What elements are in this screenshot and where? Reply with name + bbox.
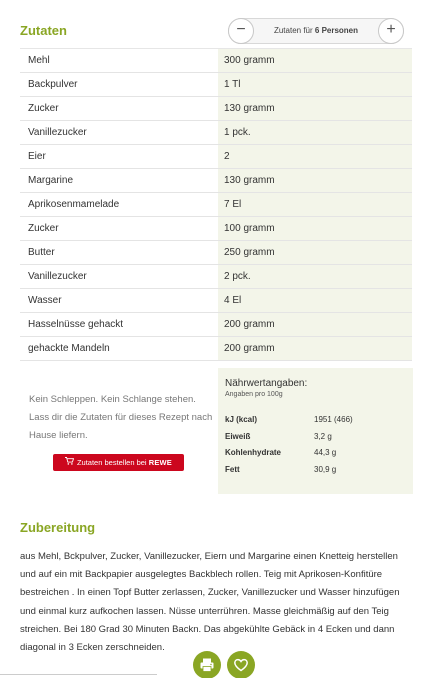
- nutrition-value: 3,2 g: [314, 432, 332, 441]
- ingredient-name: Hasselnüsse gehackt: [20, 313, 218, 336]
- ingredient-amount: 4 El: [218, 289, 412, 312]
- ingredient-table: [20, 48, 412, 361]
- ingredient-row: [20, 169, 412, 193]
- ingredient-name: Vanillezucker: [20, 121, 218, 144]
- delivery-text: Kein Schleppen. Kein Schlange stehen. Lass dir die Zutaten für dieses Rezept nach Hause liefern.: [29, 394, 213, 441]
- increase-portions-button[interactable]: +: [378, 18, 404, 44]
- nutrition-row: [225, 465, 405, 481]
- nutrition-box: [218, 368, 413, 494]
- ingredient-name: gehackte Mandeln: [20, 337, 218, 360]
- portion-label: [255, 19, 377, 43]
- ingredient-amount: 7 El: [218, 193, 412, 216]
- cart-icon: [65, 454, 74, 471]
- portion-stepper: [228, 18, 404, 44]
- nutrition-label: Eiweiß: [225, 432, 251, 441]
- nutrition-row: [225, 415, 405, 431]
- heart-icon: [233, 657, 249, 673]
- ingredient-row: [20, 337, 412, 361]
- order-button-label: Zutaten bestellen bei: [76, 458, 147, 467]
- ingredient-name: Backpulver: [20, 73, 218, 96]
- ingredient-row: [20, 241, 412, 265]
- divider: [0, 674, 157, 675]
- ingredients-title: Zutaten: [20, 23, 67, 38]
- nutrition-label: Kohlenhydrate: [225, 448, 282, 457]
- print-button[interactable]: [193, 651, 221, 678]
- ingredient-row: [20, 145, 412, 169]
- ingredient-row: [20, 49, 412, 73]
- nutrition-row: [225, 448, 405, 464]
- ingredient-amount: 130 gramm: [218, 169, 412, 192]
- ingredient-amount: 200 gramm: [218, 313, 412, 336]
- ingredient-amount: 200 gramm: [218, 337, 412, 360]
- ingredient-row: [20, 121, 412, 145]
- ingredient-name: Vanillezucker: [20, 265, 218, 288]
- ingredient-row: [20, 289, 412, 313]
- rewe-brand: REWE: [148, 458, 173, 467]
- ingredient-row: [20, 193, 412, 217]
- ingredient-row: [20, 217, 412, 241]
- nutrition-label: kJ (kcal): [225, 415, 258, 424]
- preparation-title: Zubereitung: [20, 520, 96, 535]
- portion-prefix: Zutaten für: [273, 26, 313, 35]
- ingredient-name: Margarine: [20, 169, 218, 192]
- ingredient-name: Eier: [20, 145, 218, 168]
- printer-icon: [199, 657, 215, 673]
- nutrition-value: 44,3 g: [314, 448, 337, 457]
- ingredient-amount: 1 pck.: [218, 121, 412, 144]
- ingredient-row: [20, 313, 412, 337]
- ingredient-amount: 250 gramm: [218, 241, 412, 264]
- ingredient-amount: 2 pck.: [218, 265, 412, 288]
- nutrition-row: [225, 432, 405, 448]
- decrease-portions-button[interactable]: −: [228, 18, 254, 44]
- ingredient-name: Butter: [20, 241, 218, 264]
- ingredient-name: Zucker: [20, 217, 218, 240]
- ingredient-amount: 130 gramm: [218, 97, 412, 120]
- portion-count: 6 Personen: [314, 26, 359, 35]
- ingredient-row: [20, 265, 412, 289]
- ingredient-amount: 2: [218, 145, 412, 168]
- nutrition-subtitle: Angaben pro 100g: [225, 391, 283, 398]
- ingredient-name: Zucker: [20, 97, 218, 120]
- ingredient-amount: 300 gramm: [218, 49, 412, 72]
- ingredient-name: Mehl: [20, 49, 218, 72]
- nutrition-value: 30,9 g: [314, 465, 337, 474]
- nutrition-label: Fett: [225, 465, 240, 474]
- nutrition-value: 1951 (466): [314, 415, 353, 424]
- favorite-button[interactable]: [227, 651, 255, 678]
- order-rewe-button[interactable]: [53, 454, 184, 471]
- nutrition-title: Nährwertangaben:: [225, 378, 308, 389]
- ingredient-name: Aprikosenmamelade: [20, 193, 218, 216]
- ingredient-amount: 1 Tl: [218, 73, 412, 96]
- ingredient-row: [20, 97, 412, 121]
- preparation-text: aus Mehl, Bckpulver, Zucker, Vanillezucker, Eiern und Margarine einen Knetteig herstellen und auf ein mit Backpapier ausgelegtes Backblech rollen. Teig mit Aprikosen-Konfitüre bestreichen . In einen Topf Butter zerlassen, Zucker, Vanillezucker und Wasser hinzufügen und einmal kurz aufkochen lassen. Nüsse unterrühren. Masse gleichmäßig auf den Teig streichen. Bei 180 Grad 30 Minuten Backn. Das abgekühlte Gebäck in 4 Ecken und dann diagonal in 3 Ecken zerschneiden.: [20, 551, 400, 654]
- ingredient-name: Wasser: [20, 289, 218, 312]
- ingredient-amount: 100 gramm: [218, 217, 412, 240]
- ingredient-row: [20, 73, 412, 97]
